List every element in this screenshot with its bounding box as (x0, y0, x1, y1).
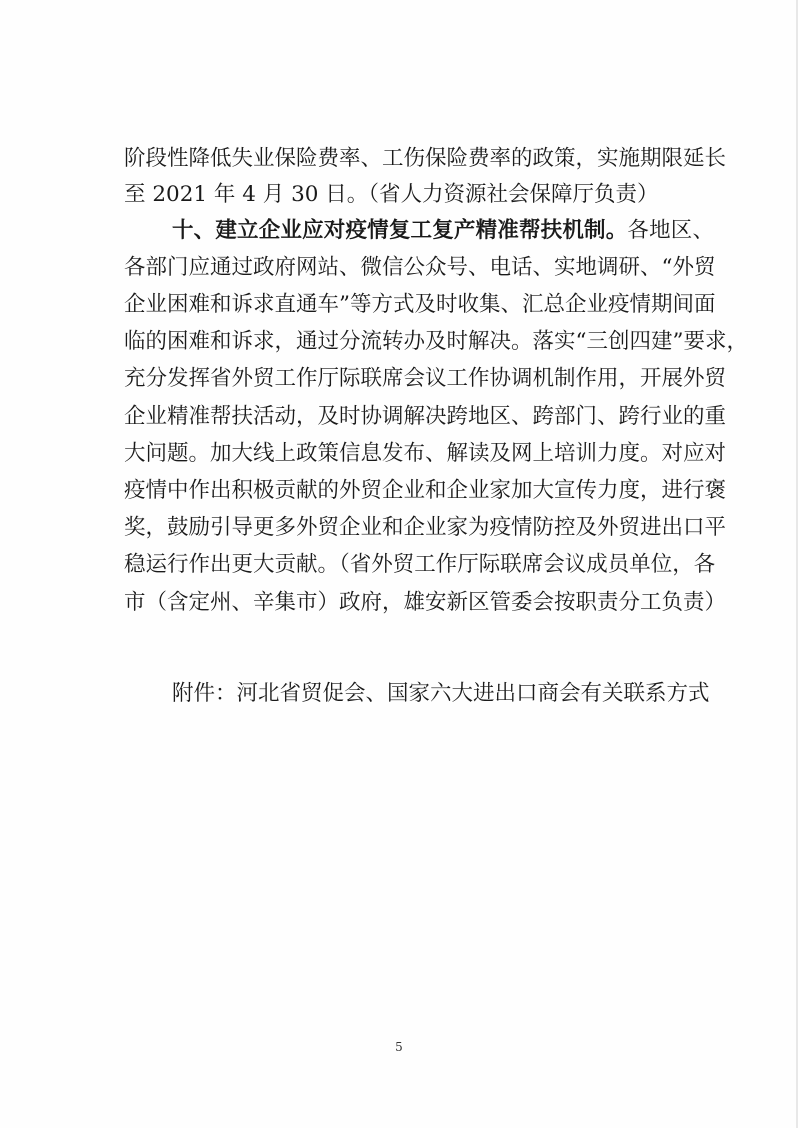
body-line-1: 阶段性降低失业保险费率、工伤保险费率的政策，实施期限延长 (124, 146, 727, 171)
body-line-9: 大问题。加大线上政策信息发布、解读及网上培训力度。对应对 (124, 441, 727, 466)
section-ten-line-rest: 各地区、 (627, 218, 714, 243)
body-line-12: 稳运行作出更大贡献。（省外贸工作厅际联席会议成员单位，各 (124, 552, 716, 577)
body-line-8: 企业精准帮扶活动，及时协调解决跨地区、跨部门、跨行业的重 (124, 404, 727, 429)
section-ten-heading: 十、建立企业应对疫情复工复产精准帮扶机制。 (172, 218, 628, 243)
body-line-10: 疫情中作出积极贡献的外贸企业和企业家加大宣传力度，进行褒 (124, 478, 727, 503)
body-line-7: 充分发挥省外贸工作厅际联席会议工作协调机制作用，开展外贸 (124, 366, 727, 391)
section-ten-line (172, 216, 714, 246)
body-line-11: 奖，鼓励引导更多外贸企业和企业家为疫情防控及外贸进出口平 (124, 515, 727, 540)
body-line-13: 市（含定州、辛集市）政府，雄安新区管委会按职责分工负责） (124, 590, 727, 615)
attachment-note: 附件：河北省贸促会、国家六大进出口商会有关联系方式 (172, 681, 710, 706)
page-number: 5 (395, 1040, 403, 1054)
body-line-6: 临的困难和诉求，通过分流转办及时解决。落实“三创四建”要求， (124, 329, 748, 354)
body-line-2: 至 2021 年 4 月 30 日。（省人力资源社会保障厅负责） (124, 182, 659, 207)
body-line-5: 企业困难和诉求直通车”等方式及时收集、汇总企业疫情期间面 (124, 292, 716, 317)
body-line-4: 各部门应通过政府网站、微信公众号、电话、实地调研、“外贸 (124, 255, 716, 280)
